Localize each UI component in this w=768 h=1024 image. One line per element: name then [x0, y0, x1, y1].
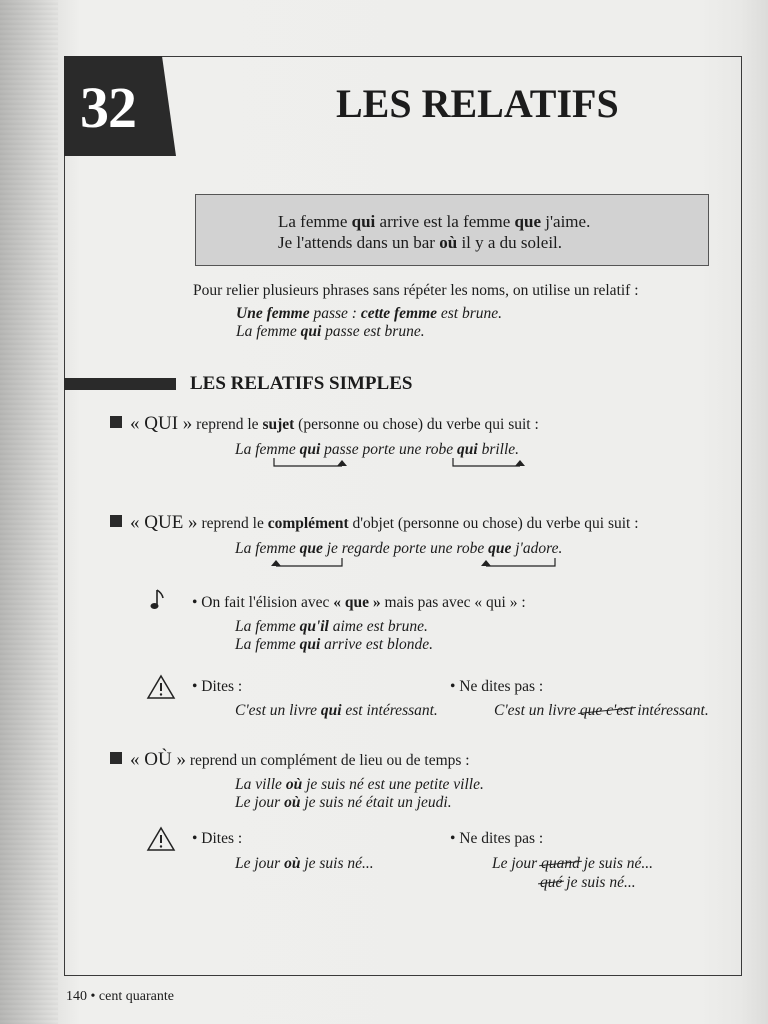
page-title: LES RELATIFS	[336, 81, 619, 126]
correct-example-2	[235, 855, 374, 873]
elision-example-1	[235, 618, 428, 636]
text-fragment: La femme	[235, 441, 300, 458]
text-fragment: que	[299, 540, 323, 557]
text-fragment: brille.	[477, 441, 520, 458]
text-fragment: je suis né est une petite ville.	[302, 776, 484, 793]
text-fragment: où	[284, 855, 301, 872]
ou-rule	[110, 749, 470, 771]
text-fragment: La femme	[235, 540, 300, 557]
text-fragment: Une femme	[236, 305, 310, 322]
text-fragment: • On fait l'élision avec	[192, 594, 334, 611]
ne-dites-pas-label: • Ne dites pas :	[450, 678, 544, 695]
ou-example-2	[235, 794, 452, 812]
text-fragment: où	[285, 776, 303, 793]
text-fragment: j'adore.	[511, 540, 563, 557]
text-fragment: qui	[299, 636, 321, 653]
text-fragment: qui	[320, 702, 342, 719]
text-fragment: cette femme	[360, 305, 438, 322]
struck-text: quand	[541, 855, 580, 872]
text-fragment: complément	[267, 515, 349, 532]
text-fragment: je regarde porte une robe	[322, 540, 489, 557]
text-fragment: est intéressant.	[341, 702, 438, 719]
text-fragment: « que »	[333, 594, 381, 611]
text-fragment: reprend le	[197, 515, 268, 532]
text-fragment: il y a du soleil.	[457, 233, 563, 252]
incorrect-example-2b: qué je suis né...	[540, 874, 636, 891]
page-footer: 140 • cent quarante	[66, 989, 174, 1004]
text-fragment: C'est un livre	[235, 702, 321, 719]
text-fragment: Le jour	[235, 794, 285, 811]
warning-icon-2	[146, 826, 176, 852]
incorrect-example-2a: Le jour quand je suis né...	[492, 855, 654, 872]
intro-text: Pour relier plusieurs phrases sans répéter les noms, on utilise un relatif :	[193, 282, 639, 299]
text-fragment: qui	[457, 441, 478, 458]
text-fragment: aime est brune.	[328, 618, 428, 635]
text-fragment: passe :	[309, 305, 361, 322]
text-fragment: arrive est la femme	[375, 212, 515, 231]
text-fragment: La femme	[235, 618, 300, 635]
text-fragment: je suis né était un jeudi.	[300, 794, 452, 811]
text-fragment: « QUI »	[130, 413, 193, 434]
text-fragment: mais pas avec « qui » :	[380, 594, 526, 611]
ou-example-1	[235, 776, 484, 794]
text-fragment: je suis né...	[300, 855, 374, 872]
section-title: LES RELATIFS SIMPLES	[190, 373, 413, 394]
text-fragment: que	[514, 212, 541, 231]
elision-rule	[192, 594, 526, 612]
text-fragment: reprend un complément de lieu ou de temps :	[185, 752, 470, 769]
text-fragment: d'objet (personne ou chose) du verbe qui suit :	[348, 515, 639, 532]
dites-label: • Dites :	[192, 678, 243, 695]
text-fragment: La femme	[235, 636, 300, 653]
text-fragment: passe est brune.	[321, 323, 425, 340]
text-fragment: qui	[299, 441, 321, 458]
dites-label-2: • Dites :	[192, 830, 243, 847]
text-fragment: où	[284, 794, 301, 811]
page-number: 140	[66, 989, 87, 1004]
text-fragment: La ville	[235, 776, 286, 793]
text-fragment: j'aime.	[541, 212, 591, 231]
chapter-number: 32	[80, 75, 136, 140]
text-fragment: que	[488, 540, 512, 557]
correct-example	[235, 702, 438, 720]
warning-icon	[146, 674, 176, 700]
bullet-square	[110, 752, 122, 764]
text-fragment: « QUE »	[130, 512, 198, 533]
page-number-words: cent quarante	[98, 989, 174, 1004]
text-fragment: arrive est blonde.	[320, 636, 434, 653]
text-fragment: qui	[300, 323, 322, 340]
struck-text: qué	[540, 874, 563, 891]
text-fragment: qu'il	[299, 618, 329, 635]
text-fragment: où	[439, 233, 458, 252]
text-fragment: sujet	[262, 416, 295, 433]
text-fragment: reprend le	[192, 416, 263, 433]
incorrect-example: C'est un livre que c'est intéressant.	[494, 702, 709, 719]
struck-text: que c'est	[579, 702, 634, 719]
text-fragment: (personne ou chose) du verbe qui suit :	[294, 416, 539, 433]
text-fragment: qui	[351, 212, 376, 231]
elision-example-2	[235, 636, 433, 654]
text-fragment: Je l'attends dans un bar	[278, 233, 440, 252]
text-fragment: « OÙ »	[130, 749, 186, 770]
text-fragment: La femme	[278, 212, 352, 231]
text-fragment: La femme	[236, 323, 301, 340]
music-note-icon	[150, 588, 166, 612]
text-fragment: passe porte une robe	[320, 441, 458, 458]
ne-dites-pas-label-2: • Ne dites pas :	[450, 830, 544, 847]
text-fragment: est brune.	[437, 305, 503, 322]
text-fragment: Le jour	[235, 855, 285, 872]
